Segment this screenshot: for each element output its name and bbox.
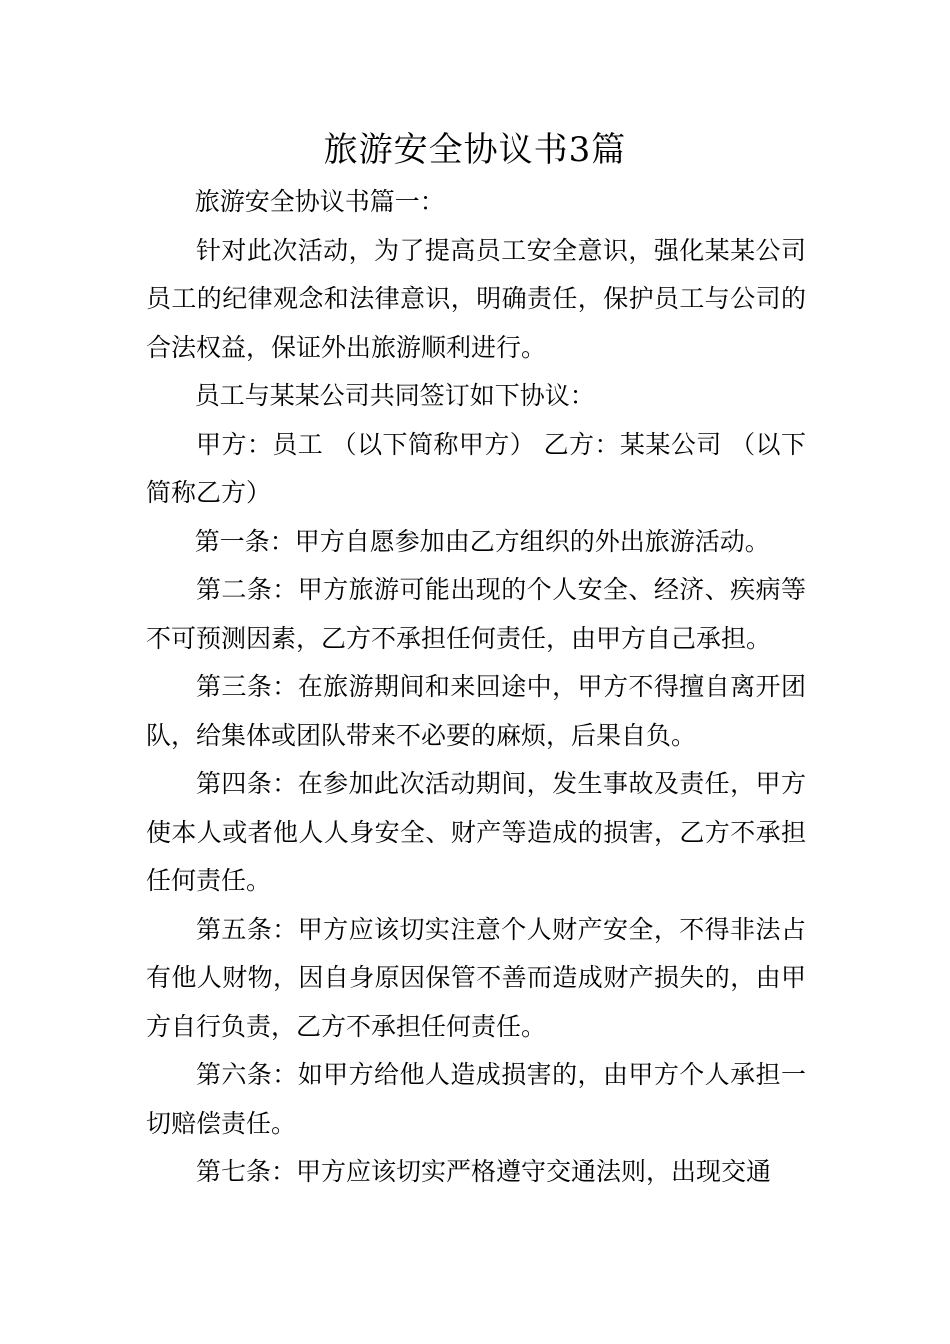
- clause: 第一条：甲方自愿参加由乙方组织的外出旅游活动。: [194, 526, 770, 556]
- clause: 第七条：甲方应该切实严格遵守交通法则，出现交通: [196, 1157, 772, 1186]
- paragraph: 针对此次活动，为了提高员工安全意识，强化某某公司员工的纪律观念和法律意识，明确责任，保护员工与公司的合法权益，保证外出旅游顺利进行。: [146, 235, 806, 362]
- clause: 第六条：如甲方给他人造成损害的，由甲方个人承担一切赔偿责任。: [146, 1060, 806, 1138]
- clause: 第四条：在参加此次活动期间，发生事故及责任，甲方使本人或者他人人身安全、财产等造成的损害，乙方不承担任何责任。: [146, 769, 806, 895]
- paragraph: 员工与某某公司共同签订如下协议：: [194, 381, 595, 410]
- clause: 第三条：在旅游期间和来回途中，甲方不得擅自离开团队，给集体或团队带来不必要的麻烦，后果自负。: [146, 672, 806, 750]
- clause: 第五条：甲方应该切实注意个人财产安全，不得非法占有他人财物，因自身原因保管不善而造成财产损失的，由甲方自行负责，乙方不承担任何责任。: [146, 914, 806, 1041]
- clause: 第二条：甲方旅游可能出现的个人安全、经济、疾病等不可预测因素，乙方不承担任何责任，由甲方自己承担。: [146, 575, 806, 653]
- section-heading: 旅游安全协议书篇一：: [194, 187, 445, 216]
- paragraph: 甲方：员工 （以下简称甲方） 乙方：某某公司 （以下简称乙方）: [146, 429, 806, 507]
- document-body: [146, 178, 806, 1197]
- document-title: 旅游安全协议书3篇: [323, 130, 627, 170]
